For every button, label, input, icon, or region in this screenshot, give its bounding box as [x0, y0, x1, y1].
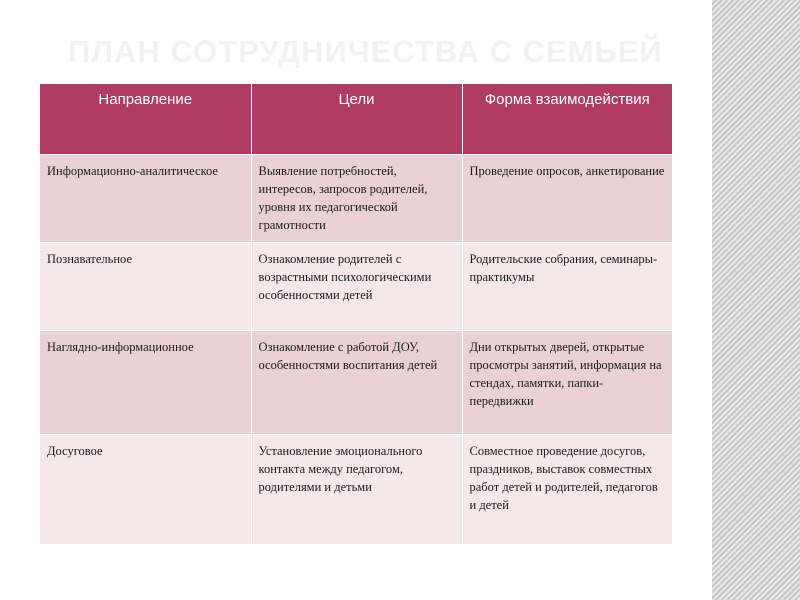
header-interaction-form: Форма взаимодействия [462, 84, 672, 154]
cell-interaction-form: Родительские собрания, семинары-практикумы [462, 242, 672, 330]
table-row [40, 154, 672, 242]
table-row [40, 434, 672, 544]
cell-goals: Ознакомление с работой ДОУ, особенностями воспитания детей [251, 330, 462, 434]
cell-direction: Познавательное [40, 242, 251, 330]
header-direction: Направление [40, 84, 251, 154]
slide-title: ПЛАН СОТРУДНИЧЕСТВА С СЕМЬЕЙ [68, 34, 663, 69]
header-goals: Цели [251, 84, 462, 154]
table-row [40, 330, 672, 434]
cell-interaction-form: Дни открытых дверей, открытые просмотры занятий, информация на стендах, памятки, папки-передвижки [462, 330, 672, 434]
cell-direction: Досуговое [40, 434, 251, 544]
cell-goals: Установление эмоционального контакта между педагогом, родителями и детьми [251, 434, 462, 544]
cell-direction: Наглядно-информационное [40, 330, 251, 434]
cell-interaction-form: Совместное проведение досугов, праздников, выставок совместных работ детей и родителей, педагогов и детей [462, 434, 672, 544]
cell-goals: Ознакомление родителей с возрастными психологическими особенностями детей [251, 242, 462, 330]
decorative-side-stripe [712, 0, 800, 600]
cell-direction: Информационно-аналитическое [40, 154, 251, 242]
cell-interaction-form: Проведение опросов, анкетирование [462, 154, 672, 242]
cooperation-plan-table [40, 84, 672, 544]
table-row [40, 242, 672, 330]
table-header-row [40, 84, 672, 154]
cell-goals: Выявление потребностей, интересов, запросов родителей, уровня их педагогической грамотности [251, 154, 462, 242]
